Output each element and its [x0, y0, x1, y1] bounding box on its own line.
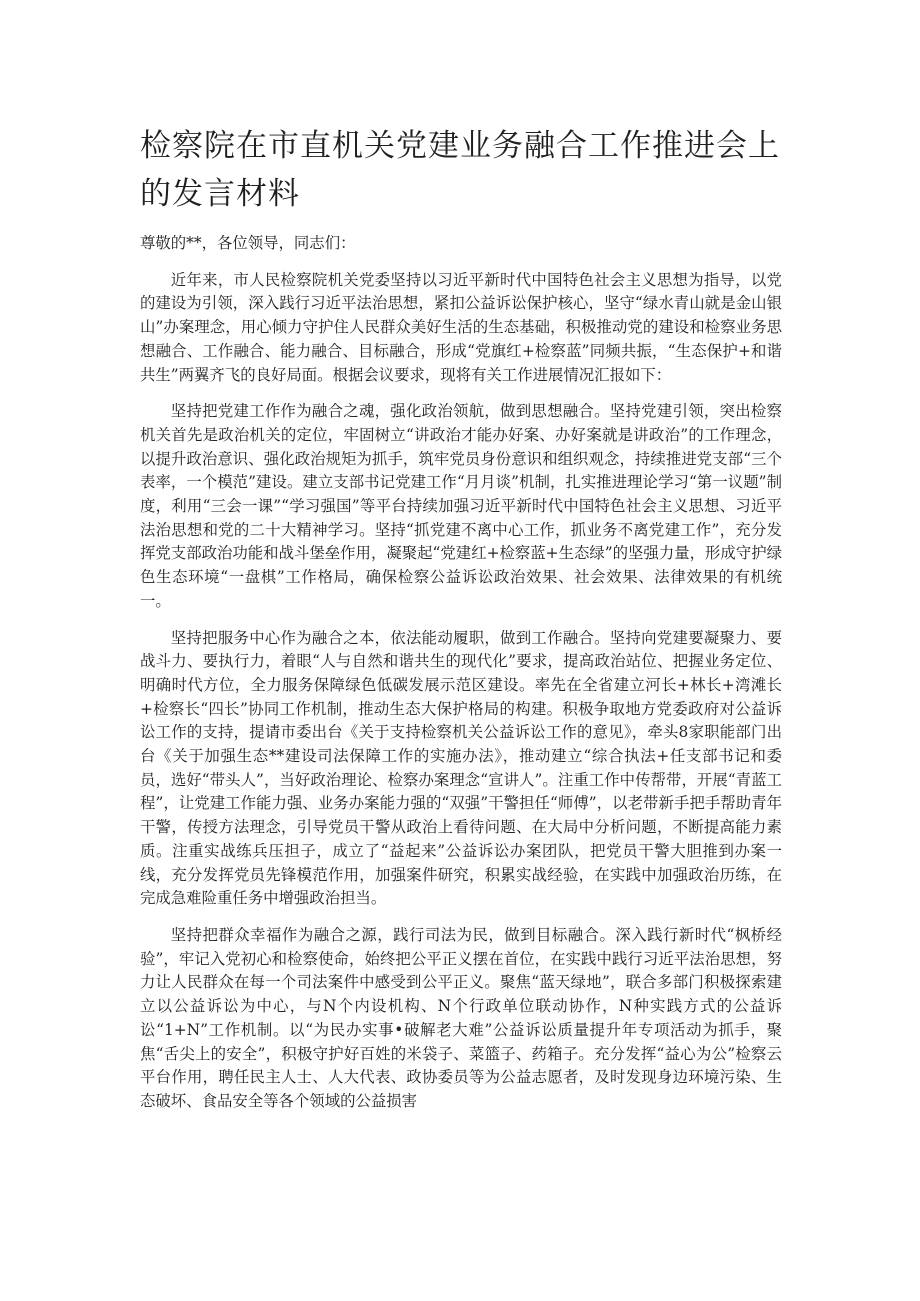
paragraph-intro: 近年来，市人民检察院机关党委坚持以习近平新时代中国特色社会主义思想为指导，以党的建设为引领，深入践行习近平法治思想，紧扣公益诉讼保护核心，坚守“绿水青山就是金山银山”办案理念，用心倾力守护住人民群众美好生活的生态基础，积极推动党的建设和检察业务思想融合、工作融合、能力融合、目标融合，形成“党旗红+检察蓝”同频共振，“生态保护+和谐共生”两翼齐飞的良好局面。根据会议要求，现将有关工作进展情况汇报如下：: [140, 270, 782, 384]
paragraph-ideological-integration: 坚持把党建工作作为融合之魂，强化政治领航，做到思想融合。坚持党建引领，突出检察机关首先是政治机关的定位，牢固树立“讲政治才能办好案、办好案就是讲政治”的工作理念，以提升政治意识、强化政治规矩为抓手，筑牢党员身份意识和组织观念，持续推进党支部“三个表率，一个模范”建设。建立支部书记党建工作“月月谈”机制，扎实推进理论学习“第一议题”制度，利用“三会一课”“学习强国”等平台持续加强习近平新时代中国特色社会主义思想、习近平法治思想和党的二十大精神学习。坚持“抓党建不离中心工作，抓业务不离党建工作”，充分发挥党支部政治功能和战斗堡垒作用，凝聚起“党建红+检察蓝+生态绿”的坚强力量，形成守护绿色生态环境“一盘棋”工作格局，确保检察公益诉讼政治效果、社会效果、法律效果的有机统一。: [140, 402, 782, 610]
document-body: [140, 232, 782, 1127]
salutation: 尊敬的**，各位领导，同志们：: [140, 234, 356, 252]
paragraph-work-integration: 坚持把服务中心作为融合之本，依法能动履职，做到工作融合。坚持向党建要凝聚力、要战斗力、要执行力，着眼“人与自然和谐共生的现代化”要求，提高政治站位、把握业务定位、明确时代方位，全力服务保障绿色低碳发展示范区建设。率先在全省建立河长+林长+湾滩长+检察长“四长”协同工作机制，推动生态大保护格局的构建。积极争取地方党委政府对公益诉讼工作的支持，提请市委出台《关于支持检察机关公益诉讼工作的意见》，牵头8家职能部门出台《关于加强生态**建设司法保障工作的实施办法》，推动建立“综合执法+任支部书记和委员，选好“带头人”，当好政治理论、检察办案理念“宣讲人”。注重工作中传帮带，开展“青蓝工程”，让党建工作能力强、业务办案能力强的“双强”干警担任“师傅”，以老带新手把手帮助青年干警，传授方法理念，引导党员干警从政治上看待问题、在大局中分析问题，不断提高能力素质。注重实战练兵压担子，成立了“益起来”公益诉讼办案团队，把党员干警大胆推到办案一线，充分发挥党员先锋模范作用，加强案件研究，积累实战经验，在实践中加强政治历练，在完成急难险重任务中增强政治担当。: [140, 628, 782, 908]
paragraph-goal-integration: 坚持把群众幸福作为融合之源，践行司法为民，做到目标融合。深入践行新时代“枫桥经验”，牢记入党初心和检察使命，始终把公平正义摆在首位，在实践中践行习近平法治思想，努力让人民群众在每一个司法案件中感受到公平正义。聚焦“蓝天绿地”，联合多部门积极探索建立以公益诉讼为中心，与N个内设机构、N个行政单位联动协作，N种实践方式的公益诉讼“1+N”工作机制。以“为民办实事•破解老大难”公益诉讼质量提升年专项活动为抓手，聚焦“舌尖上的安全”，积极守护好百姓的米袋子、菜篮子、药箱子。充分发挥“益心为公”检察云平台作用，聘任民主人士、人大代表、政协委员等为公益志愿者，及时发现身边环境污染、生态破坏、食品安全等各个领域的公益损害: [140, 925, 782, 1110]
document-title: 检察院在市直机关党建业务融合工作推进会上的发言材料: [140, 128, 780, 212]
